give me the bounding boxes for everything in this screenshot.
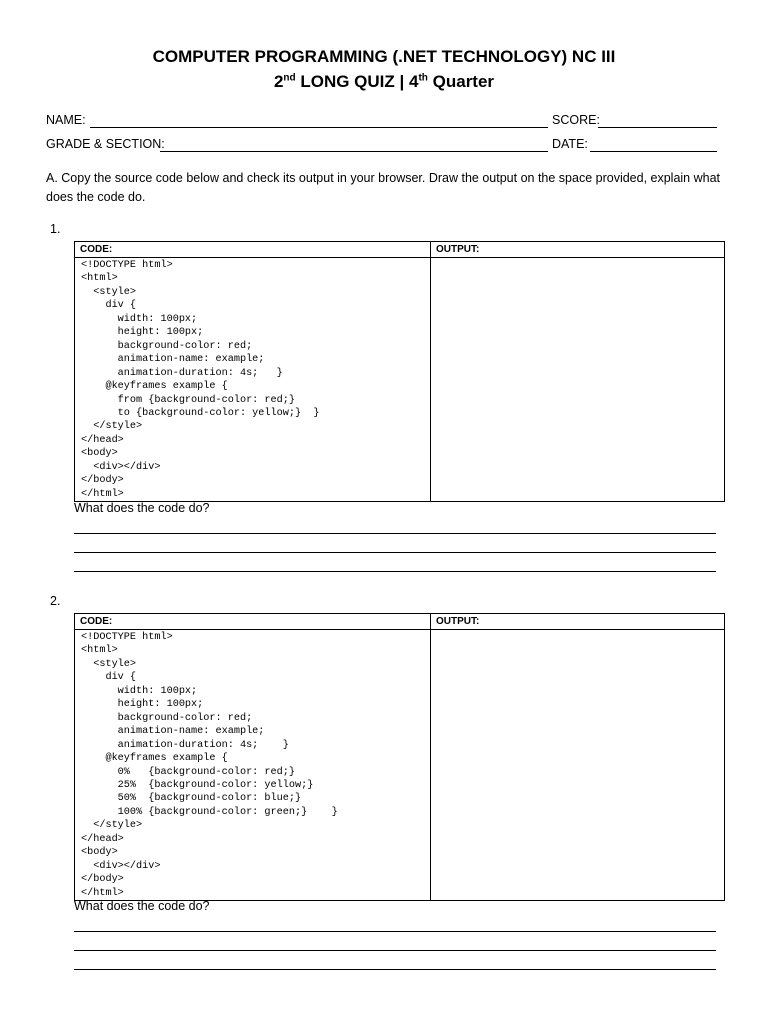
answer-line[interactable] xyxy=(74,571,716,572)
grade-section-label: GRADE & SECTION: xyxy=(46,137,165,151)
code-cell xyxy=(75,630,431,901)
answer-line[interactable] xyxy=(74,931,716,932)
subtitle-sup-a: nd xyxy=(283,72,296,84)
code-header: CODE: xyxy=(75,242,431,258)
document-subtitle xyxy=(0,71,768,93)
name-label: NAME: xyxy=(46,113,86,127)
score-label: SCORE: xyxy=(552,113,600,127)
date-field[interactable] xyxy=(590,151,717,152)
instructions: A. Copy the source code below and check its output in your browser. Draw the output on the space provided, explain what does the code do. xyxy=(46,171,721,204)
answer-line[interactable] xyxy=(74,969,716,970)
answer-line[interactable] xyxy=(74,533,716,534)
output-drawing-area[interactable] xyxy=(431,630,725,901)
question-prompt: What does the code do? xyxy=(74,899,210,913)
name-field[interactable] xyxy=(90,127,548,128)
output-drawing-area[interactable] xyxy=(431,258,725,502)
question-2-table xyxy=(74,613,725,901)
subtitle-sup-b: th xyxy=(418,72,428,84)
document-title: COMPUTER PROGRAMMING (.NET TECHNOLOGY) NC III xyxy=(152,47,616,66)
answer-line[interactable] xyxy=(74,950,716,951)
date-label: DATE: xyxy=(552,137,588,151)
subtitle-part-b: LONG QUIZ | 4 xyxy=(295,72,419,91)
question-1-table xyxy=(74,241,725,502)
answer-line[interactable] xyxy=(74,552,716,553)
output-header: OUTPUT: xyxy=(431,242,725,258)
source-code: <!DOCTYPE html> <html> <style> div { width: 100px; height: 100px; background-color: red; animation-name: example; animation-duration: 4s; } @keyframes example { from {background-color: red;} to {background-color: yellow;} } </style> </head> <body> <div></div> </body> </html> xyxy=(81,260,320,500)
source-code: <!DOCTYPE html> <html> <style> div { width: 100px; height: 100px; background-color: red; animation-name: example; animation-duration: 4s; } @keyframes example { 0% {background-color: red;} 25% {background-color: yellow;} 50% {background-color: blue;} 100% {background-color: green;} } </style> </head> <body> <div></div> </body> </html> xyxy=(81,632,338,899)
grade-section-field[interactable] xyxy=(160,151,548,152)
subtitle-part-a: 2 xyxy=(273,72,284,91)
subtitle-part-c: Quarter xyxy=(427,72,495,91)
question-prompt: What does the code do? xyxy=(74,501,210,515)
score-field[interactable] xyxy=(598,127,717,128)
code-cell xyxy=(75,258,431,502)
question-number: 2. xyxy=(50,594,61,608)
output-header: OUTPUT: xyxy=(431,614,725,630)
code-header: CODE: xyxy=(75,614,431,630)
question-number: 1. xyxy=(50,222,61,236)
